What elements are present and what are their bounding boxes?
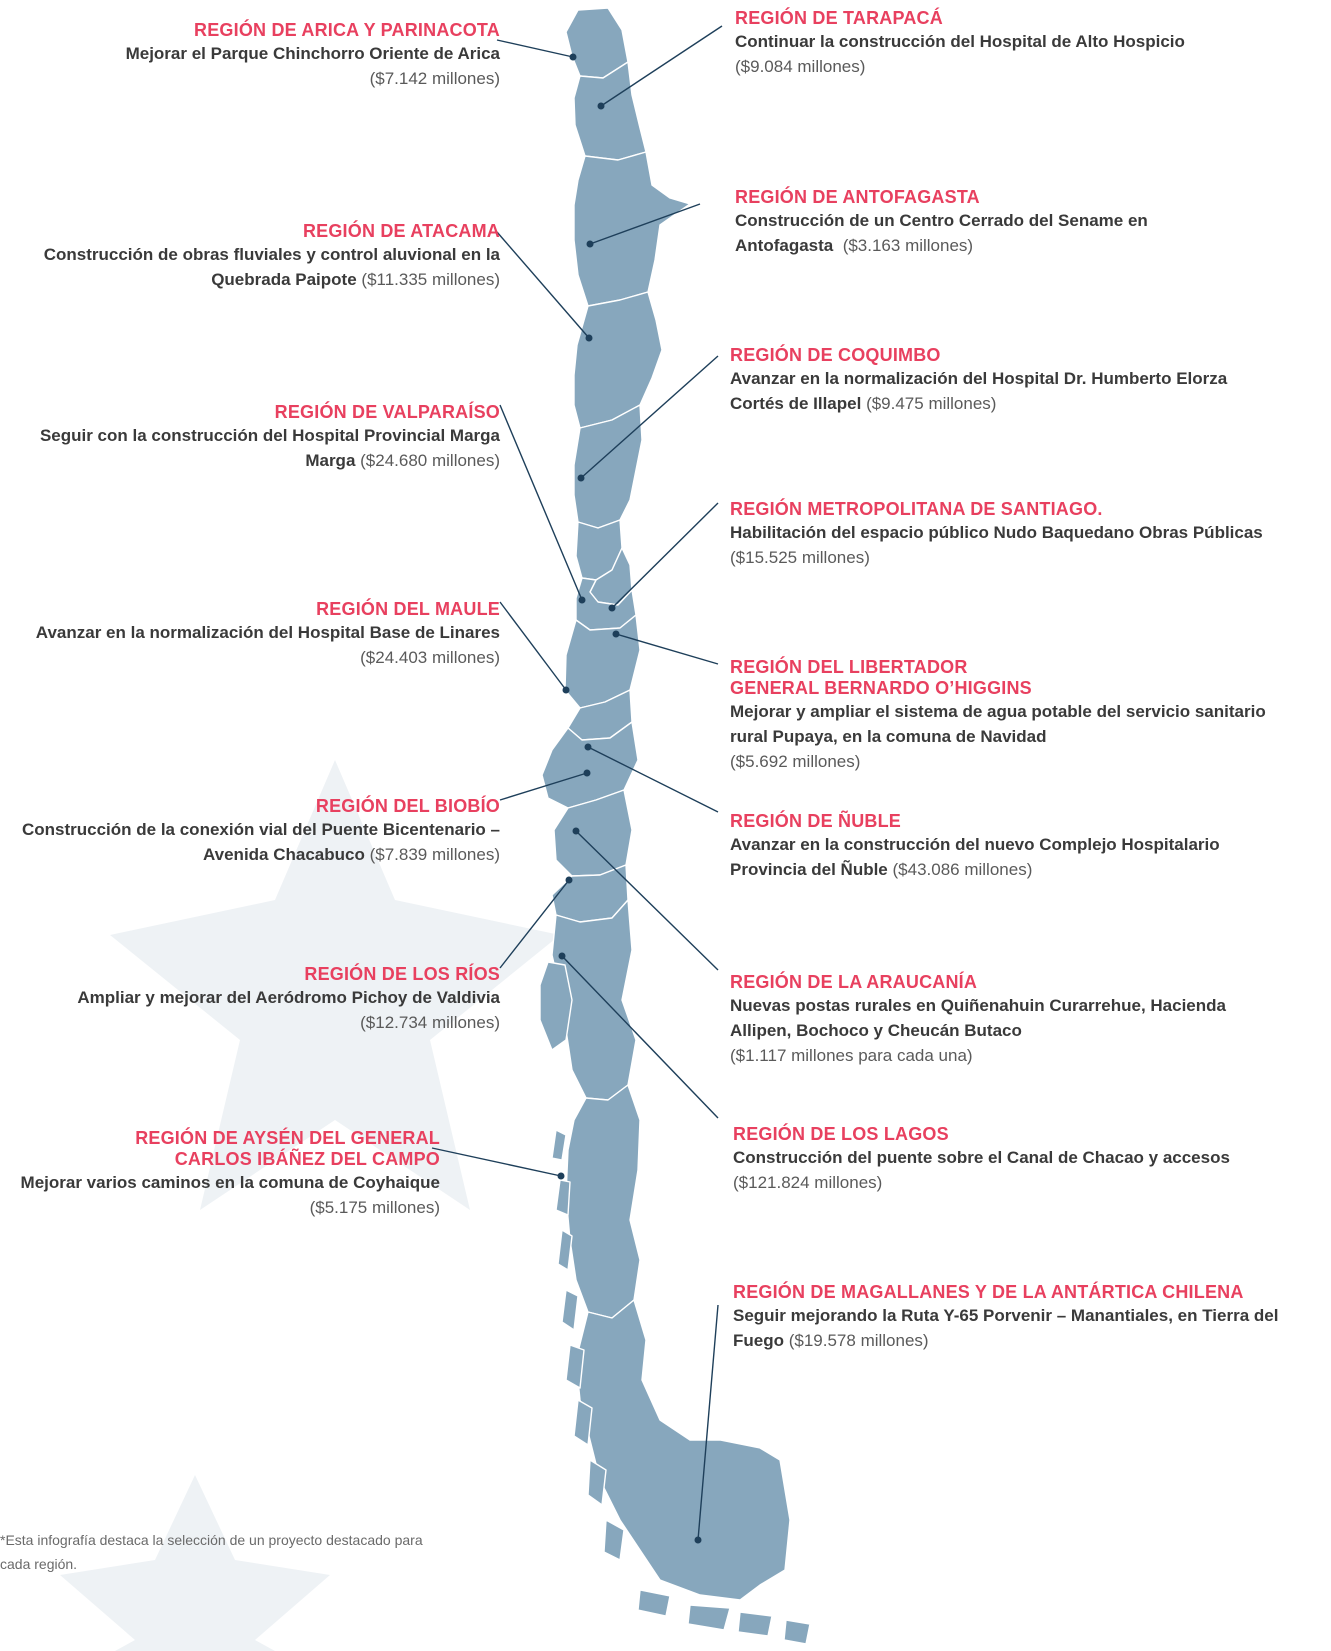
region-title: REGIÓN DE ARICA Y PARINACOTA [194, 20, 500, 40]
label-tarapaca [735, 8, 1295, 79]
region-title: REGIÓN DE ANTOFAGASTA [735, 187, 980, 207]
region-amount: ($7.142 millones) [369, 69, 500, 88]
label-arica [20, 20, 500, 91]
label-antofagasta [735, 187, 1235, 258]
region-description: Avanzar en la construcción del nuevo Complejo Hospitalario Provincia del Ñuble [730, 835, 1220, 879]
region-title: REGIÓN DEL BIOBÍO [315, 796, 500, 816]
marker-nuble [585, 744, 592, 751]
label-biobio [5, 796, 500, 867]
marker-atacama [586, 335, 593, 342]
archipelago-shape [562, 1290, 578, 1330]
archipelago-shape [688, 1605, 730, 1630]
region-description: Mejorar varios caminos en la comuna de Coyhaique [20, 1173, 440, 1192]
label-valparaiso [20, 402, 500, 473]
marker-biobio [584, 770, 591, 777]
region-amount: ($24.680 millones) [360, 451, 500, 470]
marker-los-rios [566, 877, 573, 884]
region-description: Construcción de obras fluviales y control aluvional en la Quebrada Paipote [43, 245, 500, 289]
label-magallanes [733, 1282, 1323, 1353]
label-atacama [10, 221, 500, 292]
marker-los-lagos [559, 953, 566, 960]
region-title-line2: GENERAL BERNARDO O’HIGGINS [730, 678, 1032, 698]
region-description: Construcción del puente sobre el Canal de Chacao y accesos [733, 1148, 1230, 1167]
label-coquimbo [730, 345, 1270, 416]
region-title: REGIÓN DE ÑUBLE [730, 811, 902, 831]
region-description: Avanzar en la normalización del Hospital Dr. Humberto Elorza Cortés de Illapel [730, 369, 1228, 413]
archipelago-shape [738, 1612, 772, 1636]
region-title: REGIÓN DE TARAPACÁ [735, 8, 943, 28]
footnote: *Esta infografía destaca la selección de un proyecto destacado para cada región. [0, 1532, 423, 1572]
archipelago-shape [552, 1130, 566, 1160]
marker-arica [570, 54, 577, 61]
region-description: Seguir con la construcción del Hospital Provincial Marga Marga [39, 426, 500, 470]
marker-araucania [573, 828, 580, 835]
archipelago-shape [604, 1520, 624, 1560]
archipelago-shape [566, 1345, 584, 1388]
region-title: REGIÓN DE LOS RÍOS [304, 964, 500, 984]
region-title: REGIÓN METROPOLITANA DE SANTIAGO. [730, 499, 1103, 519]
label-araucania [730, 972, 1290, 1068]
region-description: Mejorar y ampliar el sistema de agua potable del servicio sanitario rural Pupaya, en la comuna de Navidad [730, 702, 1266, 746]
marker-ohiggins [613, 631, 620, 638]
region-amount: ($15.525 millones) [730, 548, 870, 567]
region-title: REGIÓN DE ATACAMA [302, 221, 500, 241]
region-amount: ($9.084 millones) [735, 57, 866, 76]
label-nuble [730, 811, 1290, 882]
region-description: Construcción de la conexión vial del Puente Bicentenario –Avenida Chacabuco [21, 820, 500, 864]
region-amount: ($3.163 millones) [842, 236, 974, 255]
region-title-line2: CARLOS IBÁÑEZ DEL CAMPO [174, 1149, 440, 1169]
region-amount: ($11.335 millones) [361, 270, 500, 289]
marker-valparaiso [579, 597, 586, 604]
region-description: Mejorar el Parque Chinchorro Oriente de Arica [125, 44, 500, 63]
label-los-lagos [733, 1124, 1313, 1195]
region-amount: ($19.578 millones) [788, 1331, 929, 1350]
region-amount: ($5.692 millones) [730, 752, 861, 771]
archipelago-shape [556, 1180, 570, 1215]
region-amount: ($1.117 millones para cada una) [730, 1046, 973, 1065]
archipelago-shape [558, 1230, 572, 1270]
label-los-rios [20, 964, 500, 1035]
region-amount: ($43.086 millones) [892, 860, 1033, 879]
marker-metropolitana [609, 605, 616, 612]
region-amount: ($5.175 millones) [309, 1198, 440, 1217]
region-description: Ampliar y mejorar del Aeródromo Pichoy de Valdivia [77, 988, 500, 1007]
region-title-line1: REGIÓN DE AYSÉN DEL GENERAL [135, 1128, 440, 1148]
region-description: Continuar la construcción del Hospital de Alto Hospicio [735, 32, 1185, 51]
region-amount: ($9.475 millones) [866, 394, 997, 413]
region-title: REGIÓN DE VALPARAÍSO [274, 402, 500, 422]
region-amount: ($12.734 millones) [360, 1013, 500, 1032]
label-metropolitana [730, 499, 1290, 570]
region-title: REGIÓN DEL MAULE [316, 599, 500, 619]
label-aysen [20, 1128, 440, 1220]
marker-tarapaca [598, 103, 605, 110]
archipelago-shape [638, 1590, 670, 1616]
region-aysen-shape [566, 1085, 640, 1318]
marker-antofagasta [587, 241, 594, 248]
region-title-line1: REGIÓN DEL LIBERTADOR [730, 657, 968, 677]
region-tarapaca-shape [574, 62, 646, 160]
region-description: Nuevas postas rurales en Quiñenahuin Curarrehue, Hacienda Allipen, Bochoco y Cheucán Butaco [730, 996, 1226, 1040]
region-atacama-shape [574, 292, 662, 428]
marker-coquimbo [578, 475, 585, 482]
label-ohiggins [730, 657, 1290, 774]
region-title: REGIÓN DE LOS LAGOS [733, 1124, 949, 1144]
label-maule [20, 599, 500, 670]
region-amount: ($7.839 millones) [369, 845, 500, 864]
archipelago-shape [574, 1400, 592, 1445]
region-description: Habilitación del espacio público Nudo Baquedano Obras Públicas [730, 523, 1263, 542]
marker-aysen [558, 1173, 565, 1180]
region-title: REGIÓN DE MAGALLANES Y DE LA ANTÁRTICA CHILENA [733, 1282, 1244, 1302]
region-description: Construcción de un Centro Cerrado del Sename en Antofagasta [735, 211, 1148, 255]
region-description: Seguir mejorando la Ruta Y-65 Porvenir – Manantiales, en Tierra del Fuego [733, 1306, 1279, 1350]
region-title: REGIÓN DE COQUIMBO [730, 345, 941, 365]
region-description: Avanzar en la normalización del Hospital Base de Linares [35, 623, 500, 642]
archipelago-shape [784, 1620, 810, 1644]
region-title: REGIÓN DE LA ARAUCANÍA [730, 972, 978, 992]
region-amount: ($24.403 millones) [360, 648, 500, 667]
region-amount: ($121.824 millones) [733, 1173, 883, 1192]
marker-magallanes [695, 1537, 702, 1544]
marker-maule [563, 687, 570, 694]
